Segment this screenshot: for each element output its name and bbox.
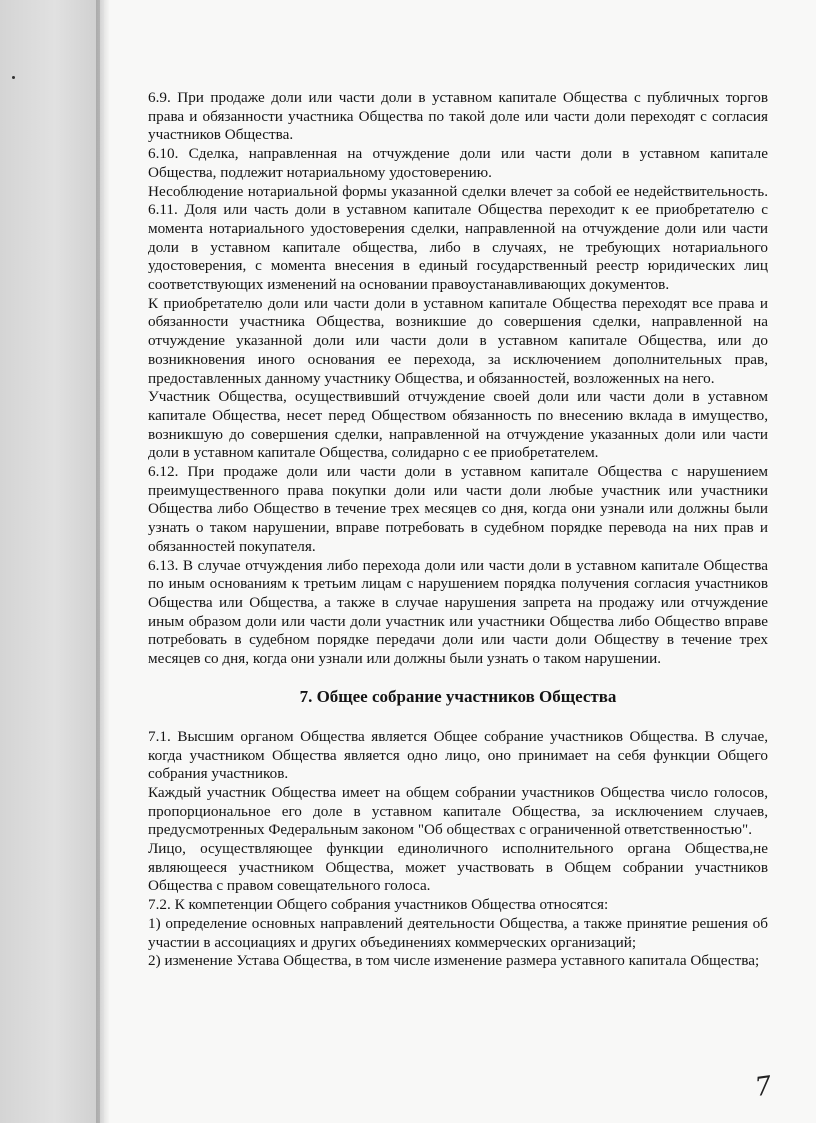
clause-6-9: 6.9. При продаже доли или части доли в уставном капитале Общества с публичных торгов права и обязанности участника Общества по такой доле или части доли переходят с согласия участников Общества. <box>148 89 768 144</box>
clause-6-10-note: Несоблюдение нотариальной формы указанной сделки влечет за собой ее недействительность. <box>148 182 768 200</box>
binding-spine <box>0 0 100 1123</box>
clause-7-2: 7.2. К компетенции Общего собрания участников Общества относятся: <box>148 896 609 914</box>
binding-shadow <box>96 0 110 1123</box>
page-content <box>148 89 768 971</box>
scan-speck <box>12 76 15 79</box>
clause-6-11: 6.11. Доля или часть доли в уставном капитале Общества переходит к ее приобретателю с момента нотариального удостоверения сделки, направленной на отчуждение доли или части доли в уставном капитале общества, либо в случаях, не требующих нотариального удостоверения, с момента внесения в единый государственный реестр юридических лиц соответствующих изменений на основании правоустанавливающих документов. <box>148 201 768 294</box>
clause-7-1-executive: Лицо, осуществляющее функции единоличного исполнительного органа Общества,не являющееся участником Общества, может участвовать в Общем собрании участников Общества с правом совещательного голоса. <box>148 840 768 895</box>
competence-item-2: 2) изменение Устава Общества, в том числе изменение размера уставного капитала Общества; <box>148 952 760 970</box>
clause-6-13: 6.13. В случае отчуждения либо перехода доли или части доли в уставном капитале Общества по иным основаниям к третьим лицам с нарушением порядка получения согласия участников Общества или Общества, а также в случае нарушения запрета на продажу или отчуждение иным образом доли или части доли участник или участники Общества либо Общество вправе потребовать в судебном порядке передачи доли или части доли Обществу в течение трех месяцев со дня, когда они узнали или должны были узнать о таком нарушении. <box>148 556 768 668</box>
competence-item-1: 1) определение основных направлений деятельности Общества, а также принятие решения об участии в ассоциациях и других объединениях коммерческих организаций; <box>148 914 768 951</box>
clause-6-11-rights: К приобретателю доли или части доли в уставном капитале Общества переходят все права и обязанности участника Общества, возникшие до совершения сделки, направленной на отчуждение указанной доли или части доли в уставном капитале Общества, или до возникновения иного основания ее перехода, за исключением дополнительных прав, предоставленных данному участнику Общества, и обязанностей, возложенных на него. <box>148 294 768 387</box>
clause-6-11-obligation: Участник Общества, осуществивший отчуждение своей доли или части доли в уставном капитале Общества, несет перед Обществом обязанность по внесению вклада в имущество, возникшую до совершения сделки, направленной на отчуждение указанных доли или части доли в уставном капитале Общества, солидарно с ее приобретателем. <box>148 388 768 462</box>
page-number: 7 <box>752 1070 774 1104</box>
clause-7-1: 7.1. Высшим органом Общества является Общее собрание участников Общества. В случае, когда участником Общества является одно лицо, оно принимает на себя функции Общего собрания участников. <box>148 727 768 783</box>
clause-7-1-votes: Каждый участник Общества имеет на общем собрании участников Общества число голосов, пропорциональное его доле в уставном капитале Общества, за исключением случаев, предусмотренных Федеральным законом "Об обществах с ограниченной ответственностью". <box>148 783 768 839</box>
clause-6-12: 6.12. При продаже доли или части доли в уставном капитале Общества с нарушением преимущественного права покупки доли или части доли любые участник или участники Общества либо Общество в течение трех месяцев со дня, когда они узнали или должны были узнать о таком нарушении, вправе потребовать в судебном порядке перевода на них прав и обязанностей покупателя. <box>148 463 768 555</box>
clause-6-10: 6.10. Сделка, направленная на отчуждение доли или части доли в уставном капитале Общества, подлежит нотариальному удостоверению. <box>148 145 768 181</box>
section-heading: 7. Общее собрание участников Общества <box>299 686 617 706</box>
